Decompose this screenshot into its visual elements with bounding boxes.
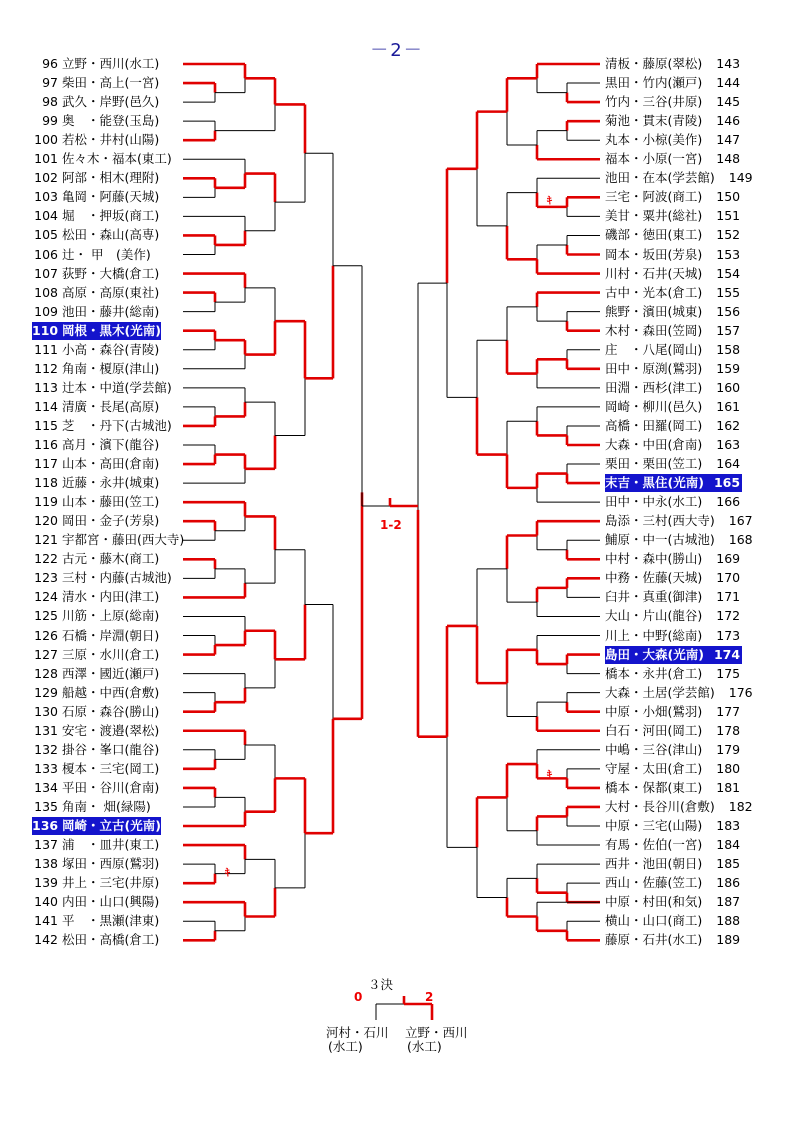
entry-number: 96 [42, 56, 58, 71]
entry-number: 136 [32, 817, 62, 835]
entry-186 [605, 874, 742, 892]
entry-pair-name: 高橋・田羅(岡工) [605, 417, 703, 433]
entry-number: 113 [34, 379, 58, 395]
entry-pair-name: 藤原・石井(水工) [605, 932, 703, 948]
entry-108 [32, 284, 159, 302]
entry-pair-name: 清板・藤原(翠松) [605, 56, 703, 71]
entry-129 [32, 684, 159, 702]
entry-187 [605, 893, 742, 911]
entry-pair-name: 島田・大森(光南) [605, 646, 704, 662]
entry-number: 133 [34, 760, 58, 776]
entry-pair-name: 中原・村田(和気) [605, 894, 703, 910]
entry-pair-name: 田中・中永(水工) [605, 494, 703, 510]
entry-154 [605, 265, 742, 283]
entry-136 [32, 817, 161, 835]
entry-180 [605, 760, 742, 778]
entry-pair-name: 守屋・太田(倉工) [605, 760, 703, 776]
entry-151 [605, 207, 742, 225]
entry-pair-name: 大森・中田(倉南) [605, 437, 703, 452]
entry-157 [605, 322, 742, 340]
entry-pair-name: 大森・土居(学芸館) [605, 684, 715, 700]
entry-177 [605, 703, 742, 721]
entry-number: 149 [728, 170, 753, 186]
entry-number: 183 [716, 818, 741, 833]
entry-number: 145 [716, 94, 741, 110]
entry-pair-name: 庄 ・八尾(岡山) [605, 341, 703, 357]
entry-139 [32, 874, 159, 892]
entry-number: 127 [34, 646, 58, 662]
third-place-right-name: 立野・西川 [405, 1025, 468, 1040]
entry-number: 121 [34, 532, 58, 548]
entry-number: 163 [716, 437, 741, 452]
entry-pair-name: 栗田・栗田(笠工) [605, 456, 703, 472]
third-place-left-school: (水工) [328, 1039, 363, 1054]
entry-pair-name: 有馬・佐伯(一宮) [605, 837, 703, 853]
entry-number: 135 [34, 798, 58, 814]
entry-pair-name: 宇都宮・藤田(西大寺) [62, 532, 185, 548]
entry-number: 180 [716, 760, 741, 776]
entry-number: 172 [716, 608, 741, 624]
entry-pair-name: 黒田・竹内(瀬戸) [605, 75, 703, 91]
entry-number: 178 [716, 722, 741, 738]
entry-137 [32, 836, 159, 854]
entry-pair-name: 中原・三宅(山陽) [605, 818, 703, 833]
entry-number: 101 [34, 151, 58, 167]
entry-pair-name: 川筋・上原(総南) [62, 608, 160, 624]
entry-pair-name: 岡根・黒木(光南) [62, 322, 161, 338]
entry-pair-name: 近藤・永井(城東) [62, 475, 160, 491]
entry-pair-name: 辻・ 甲 (美作) [62, 246, 151, 262]
entry-pair-name: 井上・三宅(井原) [62, 875, 160, 891]
entry-pair-name: 古中・光本(倉工) [605, 284, 703, 300]
entry-126 [32, 627, 159, 645]
entry-pair-name: 柴田・高上(一宮) [62, 75, 160, 91]
entry-98 [32, 93, 159, 111]
entry-135 [32, 798, 151, 816]
entry-182 [605, 798, 755, 816]
entry-185 [605, 855, 742, 873]
third-place-label: ３決 [368, 977, 394, 992]
entry-125 [32, 607, 159, 625]
entry-number: 175 [716, 665, 741, 681]
entry-pair-name: 福本・小原(一宮) [605, 151, 703, 167]
entry-number: 134 [34, 779, 58, 795]
entry-number: 184 [716, 837, 741, 853]
entry-179 [605, 741, 742, 759]
entry-96 [32, 55, 159, 73]
entry-pair-name: 高月・濱下(龍谷) [62, 437, 160, 452]
entry-pair-name: 大村・長谷川(倉敷) [605, 798, 715, 814]
entry-number: 186 [716, 875, 741, 891]
entry-170 [605, 569, 742, 587]
entry-pair-name: 田淵・西杉(津工) [605, 379, 703, 395]
entry-pair-name: 立野・西川(水工) [62, 56, 160, 71]
kiken-mark-150: ｷ [547, 196, 552, 207]
entry-152 [605, 226, 742, 244]
entry-number: 123 [34, 570, 58, 586]
entry-pair-name: 菊池・貫末(青陵) [605, 113, 703, 129]
entry-number: 176 [728, 684, 753, 700]
entry-number: 189 [716, 932, 741, 948]
entry-150 [605, 188, 742, 206]
entry-162 [605, 417, 742, 435]
entry-number: 179 [716, 741, 741, 757]
entry-128 [32, 665, 159, 683]
entry-pair-name: 船越・中西(倉敷) [62, 684, 160, 700]
entry-121 [32, 531, 184, 549]
entry-103 [32, 188, 159, 206]
entry-159 [605, 360, 742, 378]
entry-pair-name: 丸本・小椋(美作) [605, 132, 703, 148]
entry-number: 120 [34, 513, 58, 529]
entry-172 [605, 607, 742, 625]
entry-140 [32, 893, 159, 911]
entry-number: 170 [716, 570, 741, 586]
entry-pair-name: 山本・高田(倉南) [62, 456, 160, 472]
entry-pair-name: 高原・高原(東社) [62, 284, 160, 300]
entry-pair-name: 清水・内田(津工) [62, 589, 160, 605]
entry-pair-name: 橋本・永井(倉工) [605, 665, 703, 681]
entry-110 [32, 322, 161, 340]
entry-pair-name: 中嶋・三谷(津山) [605, 741, 703, 757]
entry-number: 116 [34, 437, 58, 452]
entry-165 [605, 474, 742, 492]
entry-155 [605, 284, 742, 302]
entry-97 [32, 74, 159, 92]
entry-pair-name: 浦 ・皿井(東工) [62, 837, 160, 853]
entry-number: 148 [716, 151, 741, 167]
entry-number: 158 [716, 341, 741, 357]
entry-pair-name: 鯆原・中一(古城池) [605, 532, 715, 548]
entry-pair-name: 角南・ 畑(緑陽) [62, 798, 151, 814]
entry-pair-name: 西山・佐藤(笠工) [605, 875, 703, 891]
entry-144 [605, 74, 742, 92]
entry-pair-name: 末吉・黒住(光南) [605, 475, 704, 491]
entry-153 [605, 246, 742, 264]
entry-number: 142 [34, 932, 58, 948]
entry-pair-name: 亀岡・阿藤(天城) [62, 189, 160, 205]
entry-pair-name: 榎本・三宅(岡工) [62, 760, 160, 776]
entry-number: 107 [34, 265, 58, 281]
entry-106 [32, 246, 151, 264]
entry-number: 185 [716, 856, 741, 872]
entry-169 [605, 550, 742, 568]
entry-number: 125 [34, 608, 58, 624]
entry-pair-name: 平田・谷川(倉南) [62, 779, 160, 795]
kiken-mark-138: ｷ [225, 868, 230, 879]
entry-183 [605, 817, 742, 835]
entry-pair-name: 山本・藤田(笠工) [62, 494, 160, 510]
entry-123 [32, 569, 172, 587]
entry-pair-name: 川村・石井(天城) [605, 265, 703, 281]
entry-pair-name: 清廣・長尾(高原) [62, 398, 160, 414]
entry-number: 165 [704, 474, 740, 492]
entry-188 [605, 912, 742, 930]
entry-pair-name: 岡田・金子(芳泉) [62, 513, 160, 529]
entry-number: 131 [34, 722, 58, 738]
entry-pair-name: 白石・河田(岡工) [605, 722, 703, 738]
entry-189 [605, 931, 742, 949]
entry-pair-name: 島添・三村(西大寺) [605, 513, 715, 529]
entry-pair-name: 小高・森谷(青陵) [62, 341, 160, 357]
entry-number: 109 [34, 303, 58, 319]
entry-pair-name: 安宅・渡邉(翠松) [62, 722, 160, 738]
entry-99 [32, 112, 159, 130]
third-place-right-school: (水工) [407, 1039, 442, 1054]
entry-number: 166 [716, 494, 741, 510]
entry-pair-name: 古元・藤木(商工) [62, 551, 160, 567]
entry-pair-name: 中原・小畑(鷲羽) [605, 703, 703, 719]
entry-160 [605, 379, 742, 397]
entry-pair-name: 西澤・國近(瀬戸) [62, 665, 160, 681]
entry-pair-name: 横山・山口(商工) [605, 913, 703, 929]
entry-pair-name: 阿部・相木(理附) [62, 170, 160, 186]
entry-number: 140 [34, 894, 58, 910]
entry-number: 151 [716, 208, 741, 224]
entry-138 [32, 855, 159, 873]
entry-141 [32, 912, 159, 930]
kiken-mark-180: ｷ [547, 770, 552, 781]
entry-107 [32, 265, 159, 283]
entry-166 [605, 493, 742, 511]
entry-pair-name: 辻本・中道(学芸館) [62, 379, 172, 395]
entry-100 [32, 131, 159, 149]
page-title: －2－ [370, 40, 424, 61]
entry-130 [32, 703, 159, 721]
entry-pair-name: 石原・森谷(勝山) [62, 703, 160, 719]
entry-pair-name: 川上・中野(総南) [605, 627, 703, 643]
entry-pair-name: 角南・榎原(津山) [62, 360, 160, 376]
entry-142 [32, 931, 159, 949]
entry-117 [32, 455, 159, 473]
entry-number: 98 [42, 94, 58, 110]
entry-number: 122 [34, 551, 58, 567]
entry-pair-name: 中務・佐藤(天城) [605, 570, 703, 586]
entry-pair-name: 内田・山口(興陽) [62, 894, 160, 910]
entry-112 [32, 360, 159, 378]
entry-184 [605, 836, 742, 854]
entry-145 [605, 93, 742, 111]
entry-120 [32, 512, 159, 530]
entry-number: 129 [34, 684, 58, 700]
entry-number: 139 [34, 875, 58, 891]
entry-number: 100 [34, 132, 58, 148]
entry-156 [605, 303, 742, 321]
entry-pair-name: 竹内・三谷(井原) [605, 94, 703, 110]
entry-number: 137 [34, 837, 58, 853]
entry-164 [605, 455, 742, 473]
entry-178 [605, 722, 742, 740]
entry-number: 105 [34, 227, 58, 243]
entry-146 [605, 112, 742, 130]
entry-number: 115 [34, 417, 58, 433]
entry-number: 146 [716, 113, 741, 129]
entry-pair-name: 中村・森中(勝山) [605, 551, 703, 567]
entry-number: 118 [34, 475, 58, 491]
final-score: 1-2 [380, 518, 402, 532]
entry-number: 167 [728, 513, 753, 529]
entry-pair-name: 芝 ・丹下(古城池) [62, 417, 172, 433]
entry-number: 114 [34, 398, 58, 414]
entry-163 [605, 436, 742, 454]
entry-147 [605, 131, 742, 149]
entry-number: 152 [716, 227, 741, 243]
entry-number: 108 [34, 284, 58, 300]
entry-number: 103 [34, 189, 58, 205]
entry-number: 102 [34, 170, 58, 186]
entry-number: 182 [728, 798, 753, 814]
entry-173 [605, 627, 742, 645]
entry-number: 112 [34, 360, 58, 376]
third-place-left-name: 河村・石川 [326, 1025, 389, 1040]
entry-115 [32, 417, 172, 435]
entry-109 [32, 303, 159, 321]
entry-pair-name: 石橋・岸淵(朝日) [62, 627, 160, 643]
entry-181 [605, 779, 742, 797]
entry-number: 162 [716, 417, 741, 433]
entry-pair-name: 池田・藤井(総南) [62, 303, 160, 319]
entry-116 [32, 436, 159, 454]
entry-149 [605, 169, 755, 187]
entry-number: 147 [716, 132, 741, 148]
entry-pair-name: 臼井・真重(御津) [605, 589, 703, 605]
entry-pair-name: 岡本・坂田(芳泉) [605, 246, 703, 262]
entry-pair-name: 西井・池田(朝日) [605, 856, 703, 872]
entry-pair-name: 田中・原渕(鷲羽) [605, 360, 703, 376]
entry-number: 161 [716, 398, 741, 414]
entry-174 [605, 646, 742, 664]
entry-pair-name: 岡崎・柳川(邑久) [605, 398, 703, 414]
entry-number: 117 [34, 456, 58, 472]
entry-168 [605, 531, 755, 549]
entry-105 [32, 226, 159, 244]
entry-number: 99 [42, 113, 58, 129]
entry-number: 181 [716, 779, 741, 795]
entry-number: 188 [716, 913, 741, 929]
entry-pair-name: 武久・岸野(邑久) [62, 94, 160, 110]
entry-134 [32, 779, 159, 797]
entry-132 [32, 741, 159, 759]
entry-number: 171 [716, 589, 741, 605]
entry-number: 187 [716, 894, 741, 910]
entry-111 [32, 341, 159, 359]
entry-number: 157 [716, 322, 741, 338]
entry-number: 160 [716, 379, 741, 395]
entry-pair-name: 若松・井村(山陽) [62, 132, 160, 148]
entry-pair-name: 美甘・粟井(総社) [605, 208, 703, 224]
entry-number: 156 [716, 303, 741, 319]
entry-number: 144 [716, 75, 741, 91]
entry-171 [605, 588, 742, 606]
entry-pair-name: 佐々木・福本(東工) [62, 151, 172, 167]
entry-number: 173 [716, 627, 741, 643]
entry-number: 104 [34, 208, 58, 224]
entry-number: 106 [34, 246, 58, 262]
entry-pair-name: 平 ・黒瀬(津東) [62, 913, 160, 929]
entry-number: 174 [704, 646, 740, 664]
entry-number: 132 [34, 741, 58, 757]
entry-number: 154 [716, 265, 741, 281]
entry-pair-name: 掛谷・峯口(龍谷) [62, 741, 160, 757]
entry-number: 110 [32, 322, 62, 340]
entry-number: 159 [716, 360, 741, 376]
entry-167 [605, 512, 755, 530]
entry-pair-name: 岡崎・立古(光南) [62, 818, 161, 833]
entry-pair-name: 塚田・西原(鷲羽) [62, 856, 160, 872]
entry-124 [32, 588, 159, 606]
entry-number: 130 [34, 703, 58, 719]
entry-pair-name: 堀 ・押坂(商工) [62, 208, 160, 224]
entry-number: 141 [34, 913, 58, 929]
entry-104 [32, 207, 159, 225]
entry-pair-name: 三村・内藤(古城池) [62, 570, 172, 586]
entry-number: 119 [34, 494, 58, 510]
entry-143 [605, 55, 742, 73]
entry-131 [32, 722, 159, 740]
entry-number: 150 [716, 189, 741, 205]
entry-number: 164 [716, 456, 741, 472]
entry-pair-name: 三原・水川(倉工) [62, 646, 160, 662]
entry-148 [605, 150, 742, 168]
entry-pair-name: 松田・高橋(倉工) [62, 932, 160, 948]
entry-pair-name: 松田・森山(高専) [62, 227, 160, 243]
entry-number: 111 [34, 341, 58, 357]
entry-158 [605, 341, 742, 359]
entry-175 [605, 665, 742, 683]
entry-pair-name: 熊野・濱田(城東) [605, 303, 703, 319]
entry-pair-name: 荻野・大橋(倉工) [62, 265, 160, 281]
entry-122 [32, 550, 159, 568]
entry-pair-name: 木村・森田(笠岡) [605, 322, 703, 338]
entry-number: 177 [716, 703, 741, 719]
entry-176 [605, 684, 755, 702]
entry-number: 155 [716, 284, 741, 300]
entry-pair-name: 三宅・阿波(商工) [605, 189, 703, 205]
entry-number: 169 [716, 551, 741, 567]
entry-102 [32, 169, 159, 187]
entry-pair-name: 池田・在本(学芸館) [605, 170, 715, 186]
entry-number: 138 [34, 856, 58, 872]
entry-101 [32, 150, 172, 168]
entry-number: 126 [34, 627, 58, 643]
entry-number: 168 [728, 532, 753, 548]
entry-118 [32, 474, 159, 492]
entry-pair-name: 磯部・徳田(東工) [605, 227, 703, 243]
entry-pair-name: 奥 ・能登(玉島) [62, 113, 160, 129]
entry-113 [32, 379, 172, 397]
third-place-left-score: 0 [354, 990, 363, 1004]
entry-114 [32, 398, 159, 416]
entry-number: 97 [42, 75, 58, 91]
entry-number: 124 [34, 589, 58, 605]
entry-number: 153 [716, 246, 741, 262]
entry-133 [32, 760, 159, 778]
third-place-right-score: 2 [425, 990, 434, 1004]
entry-119 [32, 493, 159, 511]
entry-number: 143 [716, 56, 741, 71]
entry-127 [32, 646, 159, 664]
entry-pair-name: 大山・片山(龍谷) [605, 608, 703, 624]
entry-pair-name: 橋本・保都(東工) [605, 779, 703, 795]
entry-161 [605, 398, 742, 416]
entry-number: 128 [34, 665, 58, 681]
